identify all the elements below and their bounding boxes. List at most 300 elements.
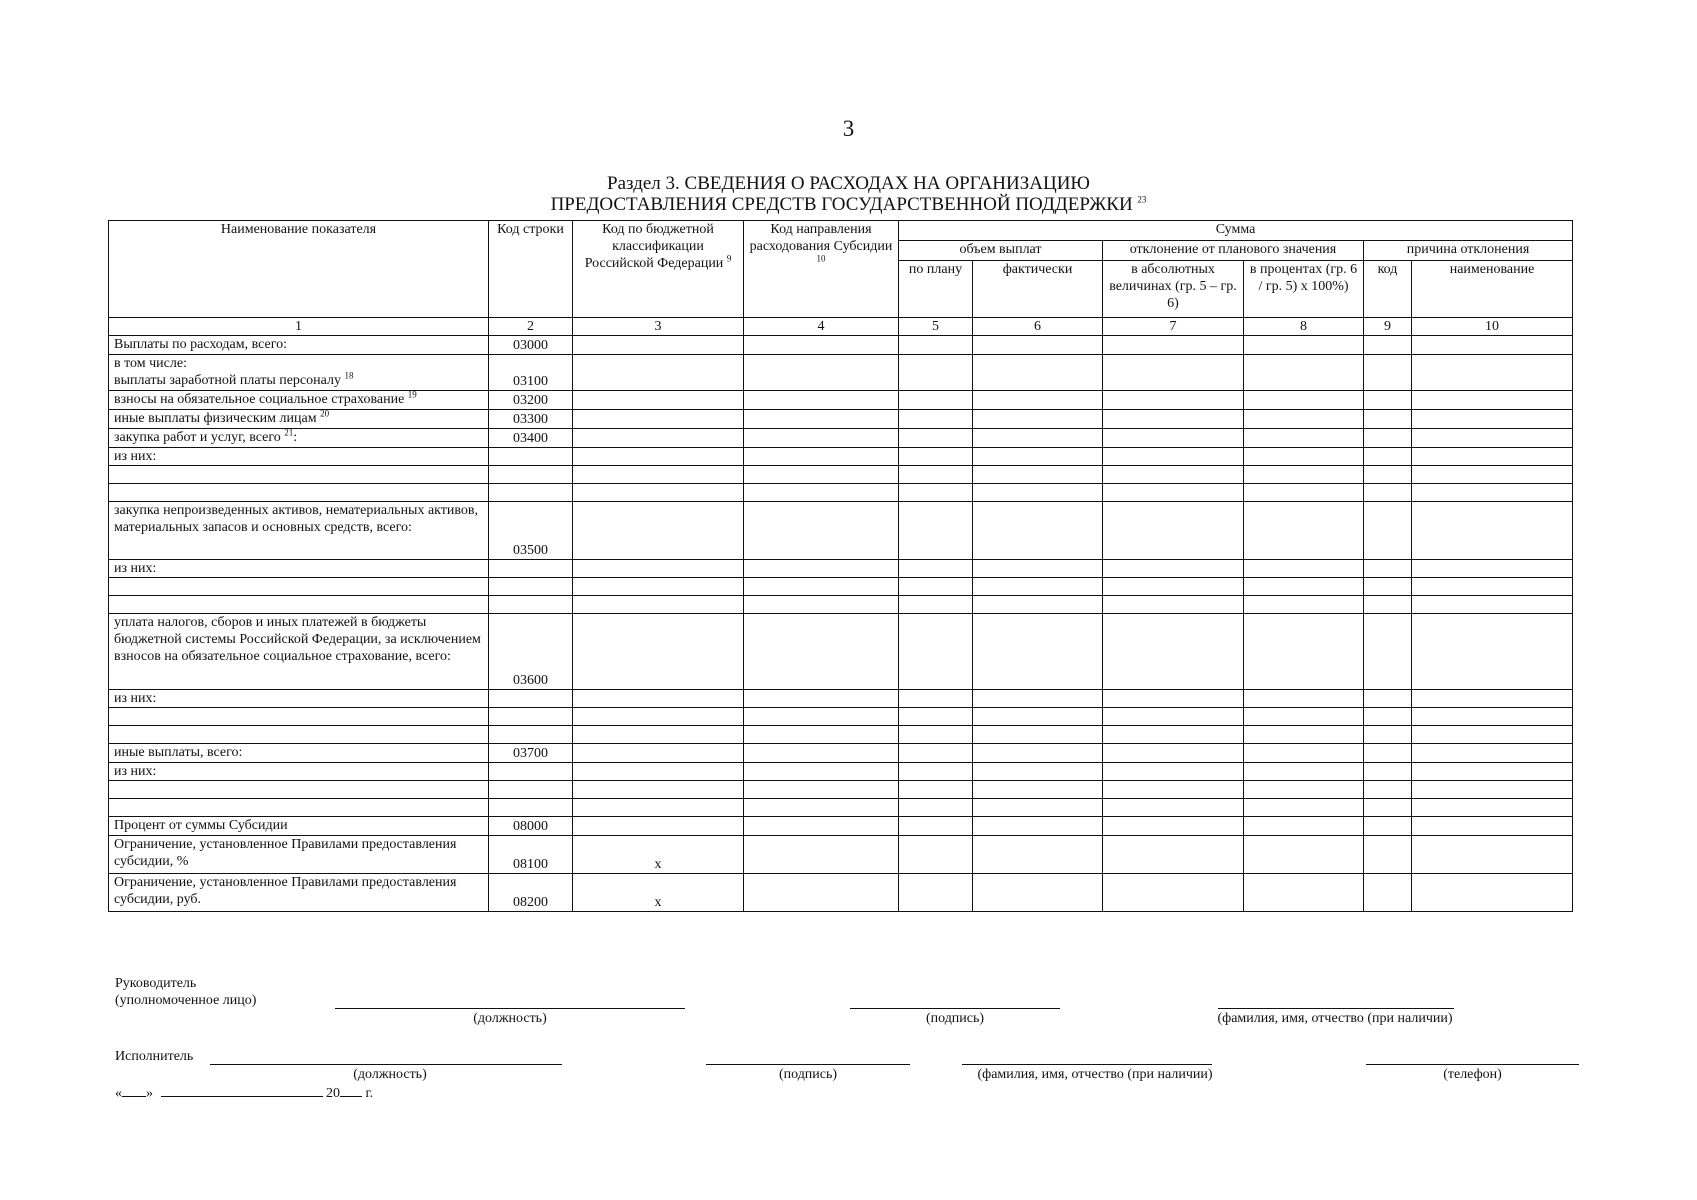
table-row	[109, 614, 1573, 690]
row-value-cell[interactable]	[1364, 429, 1412, 448]
row-value-cell[interactable]	[1103, 560, 1244, 578]
row-value-cell[interactable]	[1244, 781, 1364, 799]
row-value-cell[interactable]	[1244, 763, 1364, 781]
row-value-cell[interactable]	[744, 690, 899, 708]
row-code-cell	[489, 578, 573, 596]
row-value-cell[interactable]	[744, 726, 899, 744]
row-value-cell[interactable]	[744, 836, 899, 874]
table-row	[109, 726, 1573, 744]
header-absolute: в абсолютных величинах (гр. 5 – гр. 6)	[1103, 261, 1244, 318]
date-field: « » 20 г.	[115, 1086, 374, 1101]
row-value-cell[interactable]	[1412, 560, 1573, 578]
row-name-cell: иные выплаты физическим лицам $^{20}$	[109, 410, 489, 429]
row-value-cell[interactable]	[899, 874, 973, 912]
row-value-cell[interactable]	[973, 874, 1103, 912]
row-name-cell: иные выплаты, всего:	[109, 744, 489, 763]
header-sum: Сумма	[899, 221, 1573, 241]
row-value-cell[interactable]	[1244, 614, 1364, 690]
row-value-cell[interactable]	[899, 502, 973, 560]
row-value-cell[interactable]	[899, 836, 973, 874]
row-name-cell: из них:	[109, 763, 489, 781]
row-value-cell[interactable]	[744, 708, 899, 726]
row-value-cell[interactable]	[973, 429, 1103, 448]
row-value-cell[interactable]	[1244, 578, 1364, 596]
row-value-cell[interactable]	[1364, 836, 1412, 874]
row-value-cell[interactable]	[1364, 596, 1412, 614]
column-number: 2	[489, 318, 573, 336]
row-name-cell: из них:	[109, 448, 489, 466]
row-bk-cell[interactable]	[573, 502, 744, 560]
row-value-cell[interactable]	[744, 763, 899, 781]
row-bk-cell[interactable]	[573, 690, 744, 708]
column-number: 3	[573, 318, 744, 336]
row-value-cell[interactable]	[899, 708, 973, 726]
row-value-cell[interactable]	[973, 391, 1103, 410]
row-name-cell: уплата налогов, сборов и иных платежей в бюджеты бюджетной системы Российской Федерации, за исключением взносов на обязательное социальное страхование, всего:	[109, 614, 489, 690]
row-value-cell[interactable]	[1412, 336, 1573, 355]
row-value-cell[interactable]	[744, 448, 899, 466]
row-value-cell[interactable]	[1364, 578, 1412, 596]
row-value-cell[interactable]	[1412, 781, 1573, 799]
row-value-cell[interactable]	[899, 817, 973, 836]
row-value-cell[interactable]	[1244, 391, 1364, 410]
row-code-cell: 08200	[489, 874, 573, 912]
row-bk-cell[interactable]: x	[573, 874, 744, 912]
row-name-cell	[109, 466, 489, 484]
row-name-cell: Ограничение, установленное Правилами предоставления субсидии, %	[109, 836, 489, 874]
row-value-cell[interactable]	[1244, 836, 1364, 874]
row-value-cell[interactable]	[1244, 448, 1364, 466]
row-bk-cell[interactable]	[573, 448, 744, 466]
row-name-cell: Ограничение, установленное Правилами предоставления субсидии, руб.	[109, 874, 489, 912]
row-value-cell[interactable]	[1364, 799, 1412, 817]
row-value-cell[interactable]	[1412, 614, 1573, 690]
row-value-cell[interactable]	[1103, 799, 1244, 817]
row-value-cell[interactable]	[973, 817, 1103, 836]
header-reason-code: код	[1364, 261, 1412, 318]
executor-signature-caption: (подпись)	[778, 1067, 838, 1082]
row-name-cell	[109, 596, 489, 614]
row-value-cell[interactable]	[899, 799, 973, 817]
row-value-cell[interactable]	[1244, 708, 1364, 726]
row-bk-cell[interactable]	[573, 391, 744, 410]
header-volume: объем выплат	[899, 241, 1103, 261]
row-value-cell[interactable]	[1364, 560, 1412, 578]
row-value-cell[interactable]	[1244, 874, 1364, 912]
row-value-cell[interactable]	[744, 466, 899, 484]
title-footnote: 23	[1137, 194, 1147, 205]
row-value-cell[interactable]	[1364, 391, 1412, 410]
table-row	[109, 578, 1573, 596]
row-value-cell[interactable]	[744, 614, 899, 690]
row-value-cell[interactable]	[1103, 355, 1244, 391]
column-number: 8	[1244, 318, 1364, 336]
row-bk-cell[interactable]	[573, 578, 744, 596]
row-value-cell[interactable]	[1364, 781, 1412, 799]
executor-position-line[interactable]	[210, 1064, 562, 1065]
section-title	[0, 173, 1697, 215]
row-value-cell[interactable]	[1364, 355, 1412, 391]
row-name-cell: Выплаты по расходам, всего:	[109, 336, 489, 355]
row-value-cell[interactable]	[1244, 410, 1364, 429]
row-value-cell[interactable]	[973, 836, 1103, 874]
row-value-cell[interactable]	[899, 410, 973, 429]
page-number: 3	[842, 116, 855, 141]
row-value-cell[interactable]	[1412, 763, 1573, 781]
row-name-cell: взносы на обязательное социальное страхование $^{19}$	[109, 391, 489, 410]
row-code-cell	[489, 596, 573, 614]
table-row	[109, 336, 1573, 355]
row-value-cell[interactable]	[973, 744, 1103, 763]
column-number: 4	[744, 318, 899, 336]
row-value-cell[interactable]	[1244, 336, 1364, 355]
row-value-cell[interactable]	[899, 448, 973, 466]
table-row	[109, 690, 1573, 708]
row-value-cell[interactable]	[744, 391, 899, 410]
row-code-cell	[489, 726, 573, 744]
row-value-cell[interactable]	[899, 763, 973, 781]
table-row	[109, 429, 1573, 448]
column-numbers-row	[109, 318, 1573, 336]
row-code-cell: 03100	[489, 355, 573, 391]
row-code-cell	[489, 484, 573, 502]
row-value-cell[interactable]	[1103, 708, 1244, 726]
row-value-cell[interactable]	[1244, 355, 1364, 391]
row-value-cell[interactable]	[1412, 578, 1573, 596]
table-row	[109, 799, 1573, 817]
table-row	[109, 817, 1573, 836]
row-value-cell[interactable]	[744, 560, 899, 578]
row-value-cell[interactable]	[1412, 874, 1573, 912]
row-value-cell[interactable]	[1103, 336, 1244, 355]
row-value-cell[interactable]	[1364, 614, 1412, 690]
row-value-cell[interactable]	[1103, 744, 1244, 763]
row-bk-cell[interactable]	[573, 429, 744, 448]
row-value-cell[interactable]	[1364, 484, 1412, 502]
row-value-cell[interactable]	[1244, 484, 1364, 502]
row-code-cell	[489, 781, 573, 799]
row-value-cell[interactable]	[973, 336, 1103, 355]
row-name-cell	[109, 799, 489, 817]
row-value-cell[interactable]	[1364, 336, 1412, 355]
row-value-cell[interactable]	[973, 410, 1103, 429]
row-value-cell[interactable]	[1103, 429, 1244, 448]
row-value-cell[interactable]	[1244, 744, 1364, 763]
row-bk-cell[interactable]	[573, 726, 744, 744]
row-value-cell[interactable]	[1103, 763, 1244, 781]
row-code-cell: 08000	[489, 817, 573, 836]
row-value-cell[interactable]	[899, 578, 973, 596]
row-bk-cell[interactable]: x	[573, 836, 744, 874]
row-value-cell[interactable]	[1412, 355, 1573, 391]
row-name-cell: из них:	[109, 560, 489, 578]
executor-fullname-line[interactable]	[962, 1064, 1212, 1065]
header-reason-name: наименование	[1412, 261, 1573, 318]
row-value-cell[interactable]	[744, 578, 899, 596]
table-row	[109, 744, 1573, 763]
row-value-cell[interactable]	[1244, 799, 1364, 817]
row-value-cell[interactable]	[1412, 690, 1573, 708]
row-value-cell[interactable]	[1412, 836, 1573, 874]
row-value-cell[interactable]	[973, 466, 1103, 484]
row-name-cell	[109, 726, 489, 744]
column-number: 6	[973, 318, 1103, 336]
row-bk-cell[interactable]	[573, 466, 744, 484]
row-value-cell[interactable]	[1244, 502, 1364, 560]
header-deviation: отклонение от планового значения	[1103, 241, 1364, 261]
row-value-cell[interactable]	[899, 726, 973, 744]
table-row	[109, 466, 1573, 484]
row-value-cell[interactable]	[973, 560, 1103, 578]
row-value-cell[interactable]	[744, 596, 899, 614]
row-code-cell	[489, 690, 573, 708]
row-value-cell[interactable]	[899, 690, 973, 708]
row-code-cell	[489, 466, 573, 484]
title-line-2: ПРЕДОСТАВЛЕНИЯ СРЕДСТВ ГОСУДАРСТВЕННОЙ ПОДДЕРЖКИ $^{23}$	[550, 194, 1147, 215]
row-value-cell[interactable]	[1364, 690, 1412, 708]
row-bk-cell[interactable]	[573, 763, 744, 781]
row-value-cell[interactable]	[973, 355, 1103, 391]
row-value-cell[interactable]	[973, 799, 1103, 817]
table-row	[109, 874, 1573, 912]
table-row	[109, 502, 1573, 560]
row-bk-cell[interactable]	[573, 744, 744, 763]
executor-signature-line[interactable]	[706, 1064, 910, 1065]
table-row	[109, 763, 1573, 781]
row-value-cell[interactable]	[1244, 466, 1364, 484]
row-value-cell[interactable]	[973, 484, 1103, 502]
row-value-cell[interactable]	[1103, 836, 1244, 874]
table-row	[109, 391, 1573, 410]
row-name-cell: закупка непроизведенных активов, нематериальных активов, материальных запасов и основных средств, всего:	[109, 502, 489, 560]
row-value-cell[interactable]	[899, 614, 973, 690]
table-row	[109, 484, 1573, 502]
row-code-cell: 03700	[489, 744, 573, 763]
row-value-cell[interactable]	[1364, 726, 1412, 744]
row-value-cell[interactable]	[1103, 690, 1244, 708]
row-value-cell[interactable]	[1103, 596, 1244, 614]
row-bk-cell[interactable]	[573, 560, 744, 578]
row-value-cell[interactable]	[1412, 744, 1573, 763]
executor-fullname-caption: (фамилия, имя, отчество (при наличии)	[977, 1067, 1213, 1082]
header-name: Наименование показателя	[109, 221, 489, 318]
row-value-cell[interactable]	[1244, 690, 1364, 708]
row-value-cell[interactable]	[744, 336, 899, 355]
row-bk-cell[interactable]	[573, 614, 744, 690]
row-value-cell[interactable]	[973, 596, 1103, 614]
row-code-cell	[489, 448, 573, 466]
row-value-cell[interactable]	[1364, 410, 1412, 429]
header-plan: по плану	[899, 261, 973, 318]
row-value-cell[interactable]	[1364, 874, 1412, 912]
row-value-cell[interactable]	[1364, 817, 1412, 836]
row-value-cell[interactable]	[1412, 708, 1573, 726]
row-value-cell[interactable]	[1412, 391, 1573, 410]
row-code-cell	[489, 560, 573, 578]
header-percent: в процентах (гр. 6 / гр. 5) x 100%)	[1244, 261, 1364, 318]
row-value-cell[interactable]	[973, 448, 1103, 466]
head-fullname-line[interactable]	[1218, 1008, 1454, 1009]
header-code: Код строки	[489, 221, 573, 318]
column-number: 9	[1364, 318, 1412, 336]
row-value-cell[interactable]	[1364, 763, 1412, 781]
row-value-cell[interactable]	[973, 614, 1103, 690]
row-value-cell[interactable]	[1412, 502, 1573, 560]
header-reason: причина отклонения	[1364, 241, 1573, 261]
row-value-cell[interactable]	[973, 726, 1103, 744]
row-value-cell[interactable]	[899, 744, 973, 763]
row-value-cell[interactable]	[1103, 410, 1244, 429]
row-value-cell[interactable]	[1412, 484, 1573, 502]
row-value-cell[interactable]	[1364, 466, 1412, 484]
date-year-line[interactable]	[340, 1096, 362, 1097]
row-value-cell[interactable]	[1244, 560, 1364, 578]
table-row	[109, 410, 1573, 429]
column-number: 10	[1412, 318, 1573, 336]
row-value-cell[interactable]	[973, 690, 1103, 708]
row-bk-cell[interactable]	[573, 355, 744, 391]
row-value-cell[interactable]	[1412, 799, 1573, 817]
date-month-line[interactable]	[161, 1096, 323, 1097]
row-value-cell[interactable]	[1103, 781, 1244, 799]
row-value-cell[interactable]	[744, 817, 899, 836]
row-value-cell[interactable]	[899, 336, 973, 355]
row-bk-cell[interactable]	[573, 596, 744, 614]
row-value-cell[interactable]	[1103, 578, 1244, 596]
row-bk-cell[interactable]	[573, 799, 744, 817]
row-value-cell[interactable]	[899, 596, 973, 614]
row-value-cell[interactable]	[1364, 708, 1412, 726]
row-value-cell[interactable]	[1412, 726, 1573, 744]
row-code-cell: 08100	[489, 836, 573, 874]
executor-phone-caption: (телефон)	[1443, 1067, 1502, 1082]
header-actual: фактически	[973, 261, 1103, 318]
row-code-cell: 03000	[489, 336, 573, 355]
head-signature-caption: (подпись)	[925, 1011, 985, 1026]
row-value-cell[interactable]	[1103, 466, 1244, 484]
expenses-table	[108, 220, 1573, 912]
executor-position-caption: (должность)	[353, 1067, 427, 1082]
row-value-cell[interactable]	[1103, 726, 1244, 744]
head-label: Руководитель (уполномоченное лицо)	[115, 976, 257, 1008]
row-value-cell[interactable]	[899, 429, 973, 448]
header-bk: Код по бюджетной классификации Российской Федерации $^9$	[573, 221, 744, 318]
row-value-cell[interactable]	[744, 799, 899, 817]
executor-label: Исполнитель	[115, 1049, 194, 1064]
row-value-cell[interactable]	[1412, 596, 1573, 614]
row-value-cell[interactable]	[973, 708, 1103, 726]
row-value-cell[interactable]	[1244, 817, 1364, 836]
row-code-cell: 03400	[489, 429, 573, 448]
executor-phone-line[interactable]	[1366, 1064, 1579, 1065]
table-row	[109, 596, 1573, 614]
row-name-cell: в том числе: выплаты заработной платы персоналу $^{18}$	[109, 355, 489, 391]
row-value-cell[interactable]	[1103, 817, 1244, 836]
row-value-cell[interactable]	[1244, 726, 1364, 744]
row-value-cell[interactable]	[744, 874, 899, 912]
row-value-cell[interactable]	[744, 502, 899, 560]
row-value-cell[interactable]	[1412, 466, 1573, 484]
date-day-line[interactable]	[122, 1096, 146, 1097]
column-number: 1	[109, 318, 489, 336]
row-value-cell[interactable]	[973, 763, 1103, 781]
row-value-cell[interactable]	[1103, 614, 1244, 690]
row-code-cell	[489, 708, 573, 726]
row-code-cell: 03200	[489, 391, 573, 410]
table-row	[109, 448, 1573, 466]
row-value-cell[interactable]	[1103, 391, 1244, 410]
row-value-cell[interactable]	[899, 466, 973, 484]
column-number: 7	[1103, 318, 1244, 336]
table-row	[109, 560, 1573, 578]
table-row	[109, 355, 1573, 391]
row-value-cell[interactable]	[1364, 744, 1412, 763]
row-value-cell[interactable]	[1364, 502, 1412, 560]
row-value-cell[interactable]	[899, 355, 973, 391]
row-value-cell[interactable]	[1364, 448, 1412, 466]
row-value-cell[interactable]	[1412, 429, 1573, 448]
table-row	[109, 781, 1573, 799]
row-bk-cell[interactable]	[573, 336, 744, 355]
row-code-cell	[489, 799, 573, 817]
row-value-cell[interactable]	[1412, 817, 1573, 836]
row-value-cell[interactable]	[899, 391, 973, 410]
title-line-1: Раздел 3. СВЕДЕНИЯ О РАСХОДАХ НА ОРГАНИЗАЦИЮ	[607, 173, 1090, 194]
row-value-cell[interactable]	[1412, 410, 1573, 429]
row-name-cell	[109, 484, 489, 502]
row-bk-cell[interactable]	[573, 708, 744, 726]
row-bk-cell[interactable]	[573, 781, 744, 799]
row-value-cell[interactable]	[899, 484, 973, 502]
row-value-cell[interactable]	[1412, 448, 1573, 466]
row-value-cell[interactable]	[744, 744, 899, 763]
row-value-cell[interactable]	[973, 578, 1103, 596]
table-row	[109, 708, 1573, 726]
row-value-cell[interactable]	[1103, 484, 1244, 502]
row-name-cell	[109, 578, 489, 596]
head-position-caption: (должность)	[473, 1011, 547, 1026]
row-bk-cell[interactable]	[573, 817, 744, 836]
row-value-cell[interactable]	[1103, 874, 1244, 912]
head-position-line[interactable]	[335, 1008, 685, 1009]
row-bk-cell[interactable]	[573, 484, 744, 502]
row-value-cell[interactable]	[744, 484, 899, 502]
row-value-cell[interactable]	[1103, 502, 1244, 560]
row-value-cell[interactable]	[744, 429, 899, 448]
row-name-cell: из них:	[109, 690, 489, 708]
row-value-cell[interactable]	[899, 560, 973, 578]
row-value-cell[interactable]	[1244, 596, 1364, 614]
row-bk-cell[interactable]	[573, 410, 744, 429]
row-value-cell[interactable]	[1244, 429, 1364, 448]
table-row	[109, 836, 1573, 874]
row-code-cell: 03600	[489, 614, 573, 690]
row-value-cell[interactable]	[744, 410, 899, 429]
header-direction: Код направления расходования Субсидии $^{10}$	[744, 221, 899, 318]
row-value-cell[interactable]	[744, 781, 899, 799]
row-value-cell[interactable]	[899, 781, 973, 799]
row-value-cell[interactable]	[744, 355, 899, 391]
row-name-cell	[109, 708, 489, 726]
row-value-cell[interactable]	[973, 502, 1103, 560]
row-value-cell[interactable]	[1103, 448, 1244, 466]
row-name-cell	[109, 781, 489, 799]
row-code-cell: 03500	[489, 502, 573, 560]
row-code-cell: 03300	[489, 410, 573, 429]
row-value-cell[interactable]	[973, 781, 1103, 799]
head-signature-line[interactable]	[850, 1008, 1060, 1009]
row-name-cell: Процент от суммы Субсидии	[109, 817, 489, 836]
